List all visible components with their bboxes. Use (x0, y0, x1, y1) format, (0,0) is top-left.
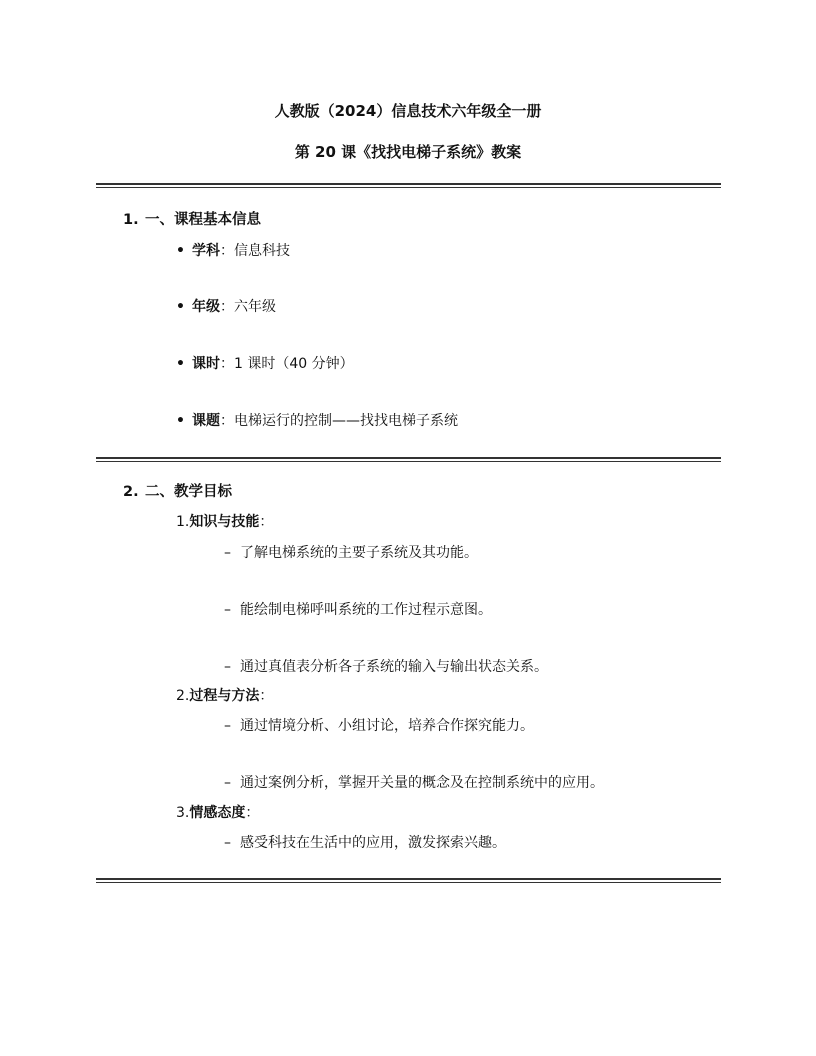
list-item: – 能绘制电梯呼叫系统的工作过程示意图。 (224, 602, 492, 618)
document-subtitle: 第 20 课《找找电梯子系统》教案 (294, 143, 522, 161)
dash-icon: – (224, 659, 231, 675)
list-item: – 感受科技在生活中的应用，激发探索兴趣。 (224, 835, 506, 851)
horizontal-rule (96, 457, 721, 462)
dash-icon: – (224, 835, 231, 851)
item-label: 课题 (192, 413, 220, 429)
item-label: 学科 (192, 243, 220, 259)
section-number: 2. (123, 484, 139, 500)
section-heading-text: 一、课程基本信息 (145, 212, 261, 228)
section-number: 1. (123, 212, 139, 228)
list-item: – 通过真值表分析各子系统的输入与输出状态关系。 (224, 659, 548, 675)
list-item: – 通过案例分析，掌握开关量的概念及在控制系统中的应用。 (224, 775, 604, 791)
item-value: 信息科技 (234, 243, 290, 259)
list-item-periods: • 课时：1 课时（40 分钟） (176, 356, 354, 372)
subheading-process-methods: 2.过程与方法： (176, 688, 274, 704)
list-item: – 通过情境分析、小组讨论，培养合作探究能力。 (224, 718, 534, 734)
dash-icon: – (224, 775, 231, 791)
list-item-topic: • 课题：电梯运行的控制——找找电梯子系统 (176, 413, 458, 429)
bullet-icon: • (176, 413, 185, 429)
bullet-icon: • (176, 356, 185, 372)
item-label: 课时 (192, 356, 220, 372)
dash-icon: – (224, 602, 231, 618)
bullet-icon: • (176, 243, 185, 259)
subheading-attitudes: 3.情感态度： (176, 805, 260, 821)
horizontal-rule (96, 878, 721, 883)
dash-icon: – (224, 718, 231, 734)
section-heading-objectives (123, 482, 232, 502)
bullet-icon: • (176, 299, 185, 315)
item-value: 电梯运行的控制——找找电梯子系统 (234, 413, 458, 429)
document-title: 人教版（2024）信息技术六年级全一册 (274, 102, 542, 120)
item-value: 六年级 (234, 299, 276, 315)
dash-icon: – (224, 545, 231, 561)
list-item: – 了解电梯系统的主要子系统及其功能。 (224, 545, 478, 561)
section-heading-text: 二、教学目标 (145, 484, 232, 500)
item-label: 年级 (192, 299, 220, 315)
section-heading-basic-info (123, 210, 261, 230)
horizontal-rule (96, 183, 721, 188)
list-item-grade: • 年级：六年级 (176, 299, 276, 315)
subheading-knowledge-skills: 1.知识与技能： (176, 514, 274, 530)
item-value: 1 课时（40 分钟） (234, 356, 354, 372)
list-item-subject: • 学科：信息科技 (176, 243, 290, 259)
